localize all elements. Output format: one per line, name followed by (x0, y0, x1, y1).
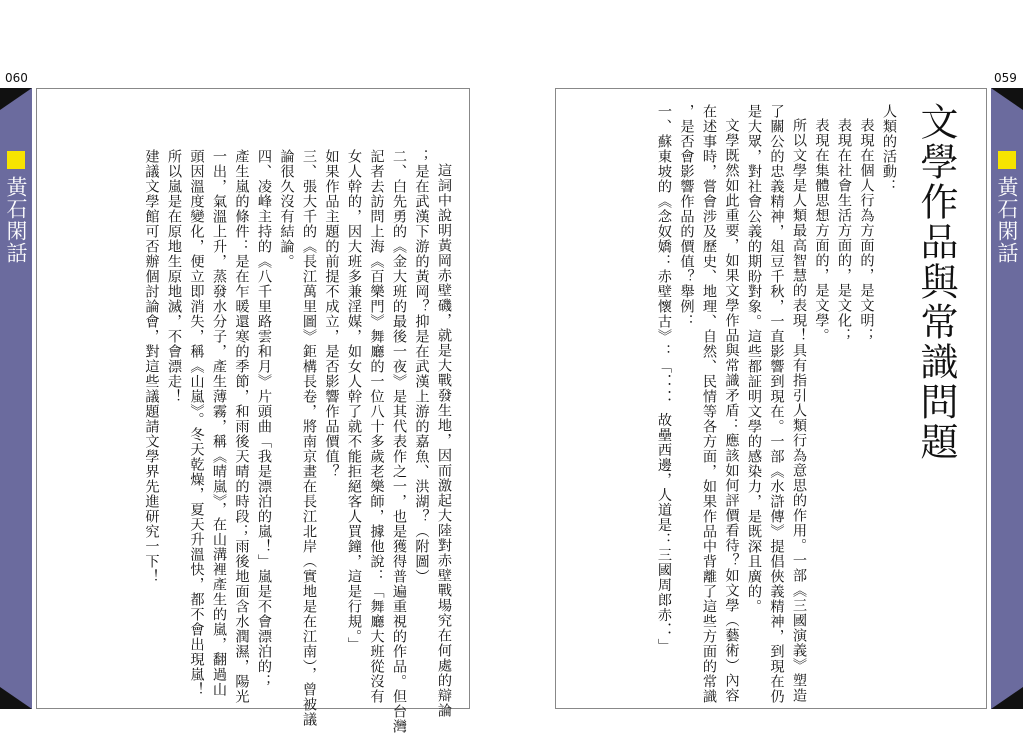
text-line: 記者去訪問上海《百樂門》舞廳的一位八十多歲老樂師，據他說：「舞廳大班從沒有 (368, 149, 385, 704)
sidebar-left (0, 88, 32, 709)
text-line: 在述事時，嘗會涉及歷史、地理、自然、民情等各方面，如果作品中背離了這些方面的常識 (701, 104, 717, 704)
page-left-text (140, 149, 455, 734)
page-title: 文學作品與常識問題 (914, 102, 958, 462)
text-line: ；是在武漢下游的黃岡？抑是在武漢上游的嘉魚、洪湖？（附圖） (413, 149, 430, 584)
text-line: 這詞中說明黃岡赤壁磯，就是大戰發生地，因而激起大陸對赤壁戰場究在何處的辯論 (436, 163, 452, 718)
text-line: 女人幹的，因大班多兼淫媒，如女人幹了就不能拒絕客人買鐘，這是行規。」 (346, 149, 362, 652)
text-line: 所以嵐是在原地生原地滅，不會漂走！ (166, 149, 182, 404)
text-line: 如果作品主題的前提不成立，是否影響作品價值？ (323, 149, 340, 479)
page-right (555, 88, 987, 709)
page-left (36, 88, 470, 734)
text-line: 三、張大千的《長江萬里圖》鉅構長卷，將南京畫在長江北岸（實地是在江南），曾被議 (301, 149, 317, 727)
page-number-left: 060 (5, 71, 28, 85)
text-line: 所以文學是人類最高智慧的表現！具有指引人類行為意思的作用。一部《三國演義》塑造 (791, 118, 807, 703)
text-line: 二、白先勇的《金大班的最後一夜》是其代表作之一，也是獲得普遍重視的作品。但台灣 (391, 149, 407, 734)
corner-triangle-bottom (991, 687, 1023, 709)
text-line: 四、凌峰主持的《八千里路雲和月》片頭曲「我是漂泊的嵐！」嵐是不會漂泊的； (256, 149, 272, 689)
page-right-text (653, 104, 901, 704)
corner-triangle-top (0, 88, 32, 110)
sidebar-right (991, 88, 1023, 709)
text-line: 論很久沒有結論。 (278, 149, 295, 269)
sidebar-title-right: 黃石閑話 (995, 176, 1019, 264)
text-line: 文學既然如此重要，如果文學作品與常識矛盾：應該如何評價看待？如文學（藝術）內容 (723, 118, 740, 703)
text-line: 是大眾，對社會公義的期盼對象。這些都証明文學的感染力，是既深且廣的。 (746, 104, 762, 614)
text-line: 表現在社會生活方面的，是文化； (836, 118, 852, 343)
sidebar-title-left: 黃石閑話 (4, 176, 28, 264)
text-line: 建議文學館可否辦個討論會，對這些議題請文學界先進研究一下！ (143, 149, 160, 584)
text-line: 人類的活動： (881, 104, 897, 194)
text-line: ，是否會影響作品的價值？舉例： (678, 104, 695, 329)
yellow-square-icon (7, 151, 25, 169)
corner-triangle-top (991, 88, 1023, 110)
text-line: 一、蘇東坡的《念奴嬌：赤壁懷古》：「．．．．故壘西邊，人道是：三國周郎赤．．」 (656, 104, 672, 654)
corner-triangle-bottom (0, 687, 32, 709)
text-line: 一出，氣溫上升，蒸發水分子，產生薄霧，稱《晴嵐》，在山溝裡產生的嵐，翻過山 (211, 149, 227, 697)
page-number-right: 059 (994, 71, 1017, 85)
text-line: 產生嵐的條件：是在乍暖還寒的季節，和雨後天晴的時段；雨後地面含水潤濕，陽光 (233, 149, 250, 704)
text-line: 了關公的忠義精神，俎豆千秋，一直影響到現在。一部《水滸傳》提倡俠義精神，到現在仍 (768, 104, 785, 704)
text-line: 頭因溫度變化，便立即消失，稱《山嵐》。冬天乾燥，夏天升溫快，都不會出現嵐！ (188, 149, 205, 697)
text-line: 表現在集體思想方面的，是文學。 (813, 118, 830, 343)
yellow-square-icon (998, 151, 1016, 169)
text-line: 表現在個人行為方面的，是文明； (858, 118, 875, 343)
